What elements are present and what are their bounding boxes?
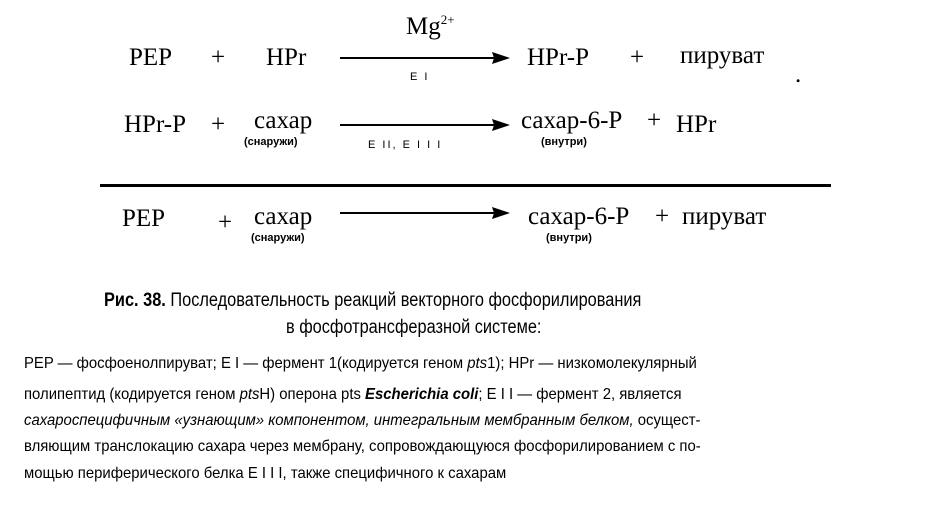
hpr-p-label: HPr-P xyxy=(124,111,187,138)
legend-line-5: мощью периферического белка E I I I, также специфичного к сахарам xyxy=(24,465,507,482)
figure-caption-line-1: Рис. 38. Последовательность реакций векторного фосфорилирования xyxy=(104,290,642,311)
enzyme-label: E I xyxy=(410,71,430,83)
inside-note: (внутри) xyxy=(541,136,587,148)
reaction-arrow-3 xyxy=(340,206,510,220)
hpr-label: HPr xyxy=(266,44,307,71)
sugar-label: сахар xyxy=(254,203,313,230)
sum-divider-line xyxy=(100,184,831,187)
hpr-label: HPr xyxy=(676,111,717,138)
sugar-6-p-label: сахар-6-P xyxy=(528,203,630,230)
legend-line-1: PEP — фосфоенолпируват; E I — фермент 1(кодируется геном pts1); HPr — низкомолекулярный xyxy=(24,355,697,372)
sugar-6-p-label: сахар-6-P xyxy=(521,107,623,134)
legend-line-2: полипептид (кодируется геном ptsH) оперона pts Escherichia coli; E I I — фермент 2, является xyxy=(24,386,682,403)
pyruvate-label: пируват xyxy=(682,203,767,230)
cofactor-label: $Mg^{2+}$ xyxy=(406,12,455,40)
pyruvate-label: пируват xyxy=(680,42,765,69)
hpr-p-label: HPr-P xyxy=(527,44,590,71)
figure-label: Рис. 38. xyxy=(104,290,166,311)
outside-note: (снаружи) xyxy=(244,136,298,148)
outside-note: (снаружи) xyxy=(251,232,305,244)
pep-label: PEP xyxy=(129,44,173,71)
reaction-arrow-2 xyxy=(340,118,510,132)
pep-label: PEP xyxy=(122,205,166,232)
inside-note: (внутри) xyxy=(546,232,592,244)
plus-sign: + xyxy=(630,44,645,71)
plus-sign: + xyxy=(655,203,670,230)
reaction-arrow-1 xyxy=(340,51,510,65)
figure-caption-line-2: в фосфотрансферазной системе: xyxy=(286,317,542,338)
plus-sign: + xyxy=(211,44,226,71)
legend-line-4: вляющим транслокацию сахара через мембрану, сопровождающуюся фосфорилированием с по- xyxy=(24,438,701,455)
plus-sign: + xyxy=(218,209,233,236)
dot-mark: . xyxy=(795,61,802,88)
plus-sign: + xyxy=(647,107,662,134)
enzyme-label: E II, E I I I xyxy=(368,139,443,151)
plus-sign: + xyxy=(211,111,226,138)
legend-line-3: сахароспецифичным «узнающим» компонентом, интегральным мембранным белком, осущест- xyxy=(24,412,701,429)
sugar-label: сахар xyxy=(254,107,313,134)
